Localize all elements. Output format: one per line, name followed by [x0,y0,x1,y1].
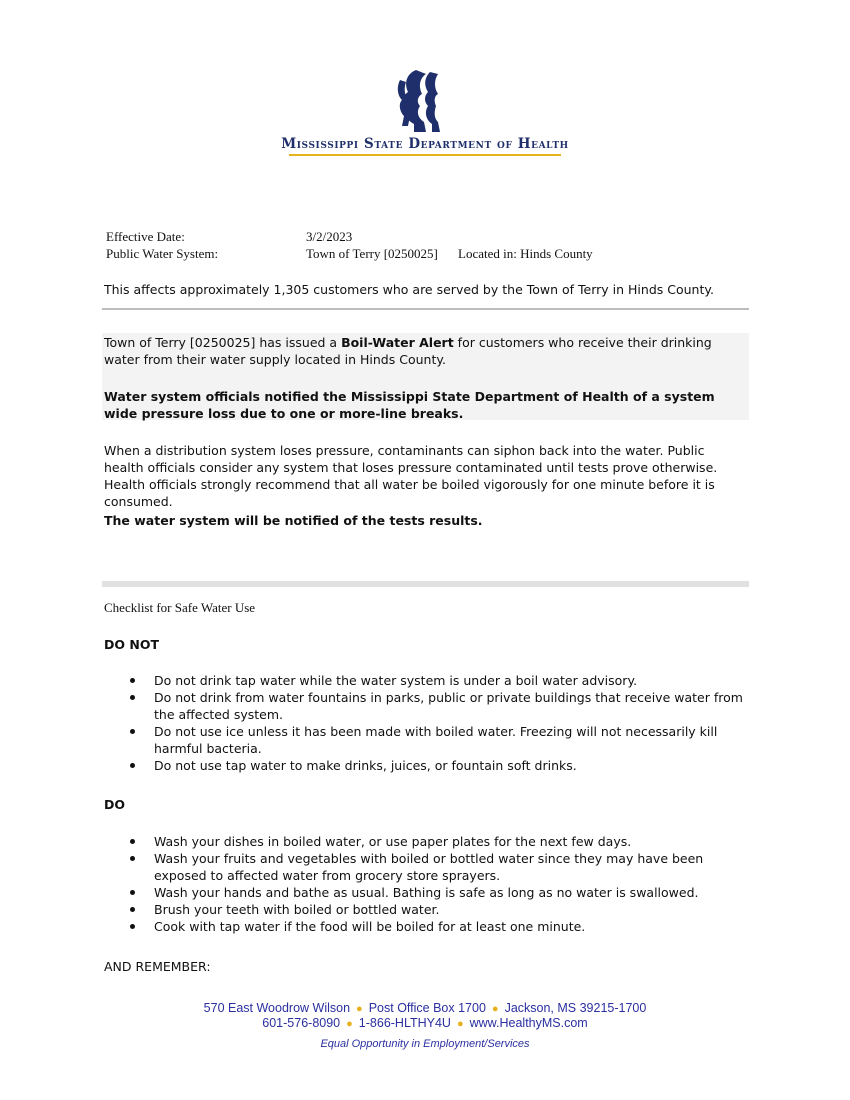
alert-type: Boil-Water Alert [341,335,454,350]
list-item: Wash your hands and bathe as usual. Bathing is safe as long as no water is swallowed. [126,884,746,901]
do-not-list [126,672,746,774]
agency-name: Mississippi State Department of Health [281,136,569,152]
footer-address-line [100,1001,750,1015]
list-item: Do not use tap water to make drinks, juices, or fountain soft drinks. [126,757,746,774]
bullet-dot-icon: ● [346,1018,353,1030]
equal-opportunity-statement: Equal Opportunity in Employment/Services [320,1038,530,1050]
footer-website-link[interactable]: www.HealthyMS.com [469,1016,588,1030]
effective-date-value: 3/2/2023 [306,229,353,244]
water-system-label: Public Water System: [106,246,219,261]
do-not-heading: DO NOT [104,637,159,652]
list-item: Cook with tap water if the food will be boiled for at least one minute. [126,918,746,935]
footer-contact-line [100,1016,750,1030]
agency-underline [289,154,561,156]
water-system-value: Town of Terry [0250025] [306,246,438,261]
list-item: Do not use ice unless it has been made with boiled water. Freezing will not necessarily kill harmful bacteria. [126,723,746,757]
do-heading: DO [104,797,126,812]
alert-prefix: Town of Terry [0250025] has issued a [104,335,342,350]
footer-phone: 601-576-8090 [262,1016,341,1030]
list-item: Do not drink from water fountains in parks, public or private buildings that receive water from the affected system. [126,689,746,723]
explanation-paragraph: When a distribution system loses pressure, contaminants can siphon back into the water. Public health officials consider any system that loses pressure contaminated until tests prove otherwise. Health officials strongly recommend that all water be boiled vigorously for one minute before it is consumed. [104,443,718,509]
alert-suffix: for customers who receive their drinking water from their water supply located in Hinds County. [104,335,712,367]
list-item: Wash your fruits and vegetables with boiled or bottled water since they may have been exposed to affected water from grocery store sprayers. [126,850,746,884]
list-item: Wash your dishes in boiled water, or use paper plates for the next few days. [126,833,746,850]
officials-statement: Water system officials notified the Mississippi State Department of Health of a system wide pressure loss due to one or more-line breaks. [104,389,715,421]
section-divider-thick [102,581,749,587]
location-value: Located in: Hinds County [458,246,593,261]
msdh-logo-icon [388,66,452,136]
effective-date-label: Effective Date: [106,229,185,244]
do-list [126,833,746,935]
list-item: Brush your teeth with boiled or bottled water. [126,901,746,918]
footer-hotline: 1-866-HLTHY4U [358,1016,451,1030]
footer-city: Jackson, MS 39215-1700 [504,1001,647,1015]
bullet-dot-icon: ● [456,1018,464,1030]
bullet-dot-icon: ● [491,1003,499,1015]
list-item: Do not drink tap water while the water system is under a boil water advisory. [126,672,746,689]
section-divider [102,308,749,310]
notification-statement: The water system will be notified of the tests results. [104,513,483,528]
footer-po-box: Post Office Box 1700 [368,1001,486,1015]
footer-address: 570 East Woodrow Wilson [203,1001,351,1015]
bullet-dot-icon: ● [356,1003,363,1015]
remember-heading: AND REMEMBER: [104,959,211,974]
checklist-title: Checklist for Safe Water Use [104,600,256,615]
alert-line [104,334,744,368]
affects-statement: This affects approximately 1,305 customers who are served by the Town of Terry in Hinds County. [104,282,714,297]
